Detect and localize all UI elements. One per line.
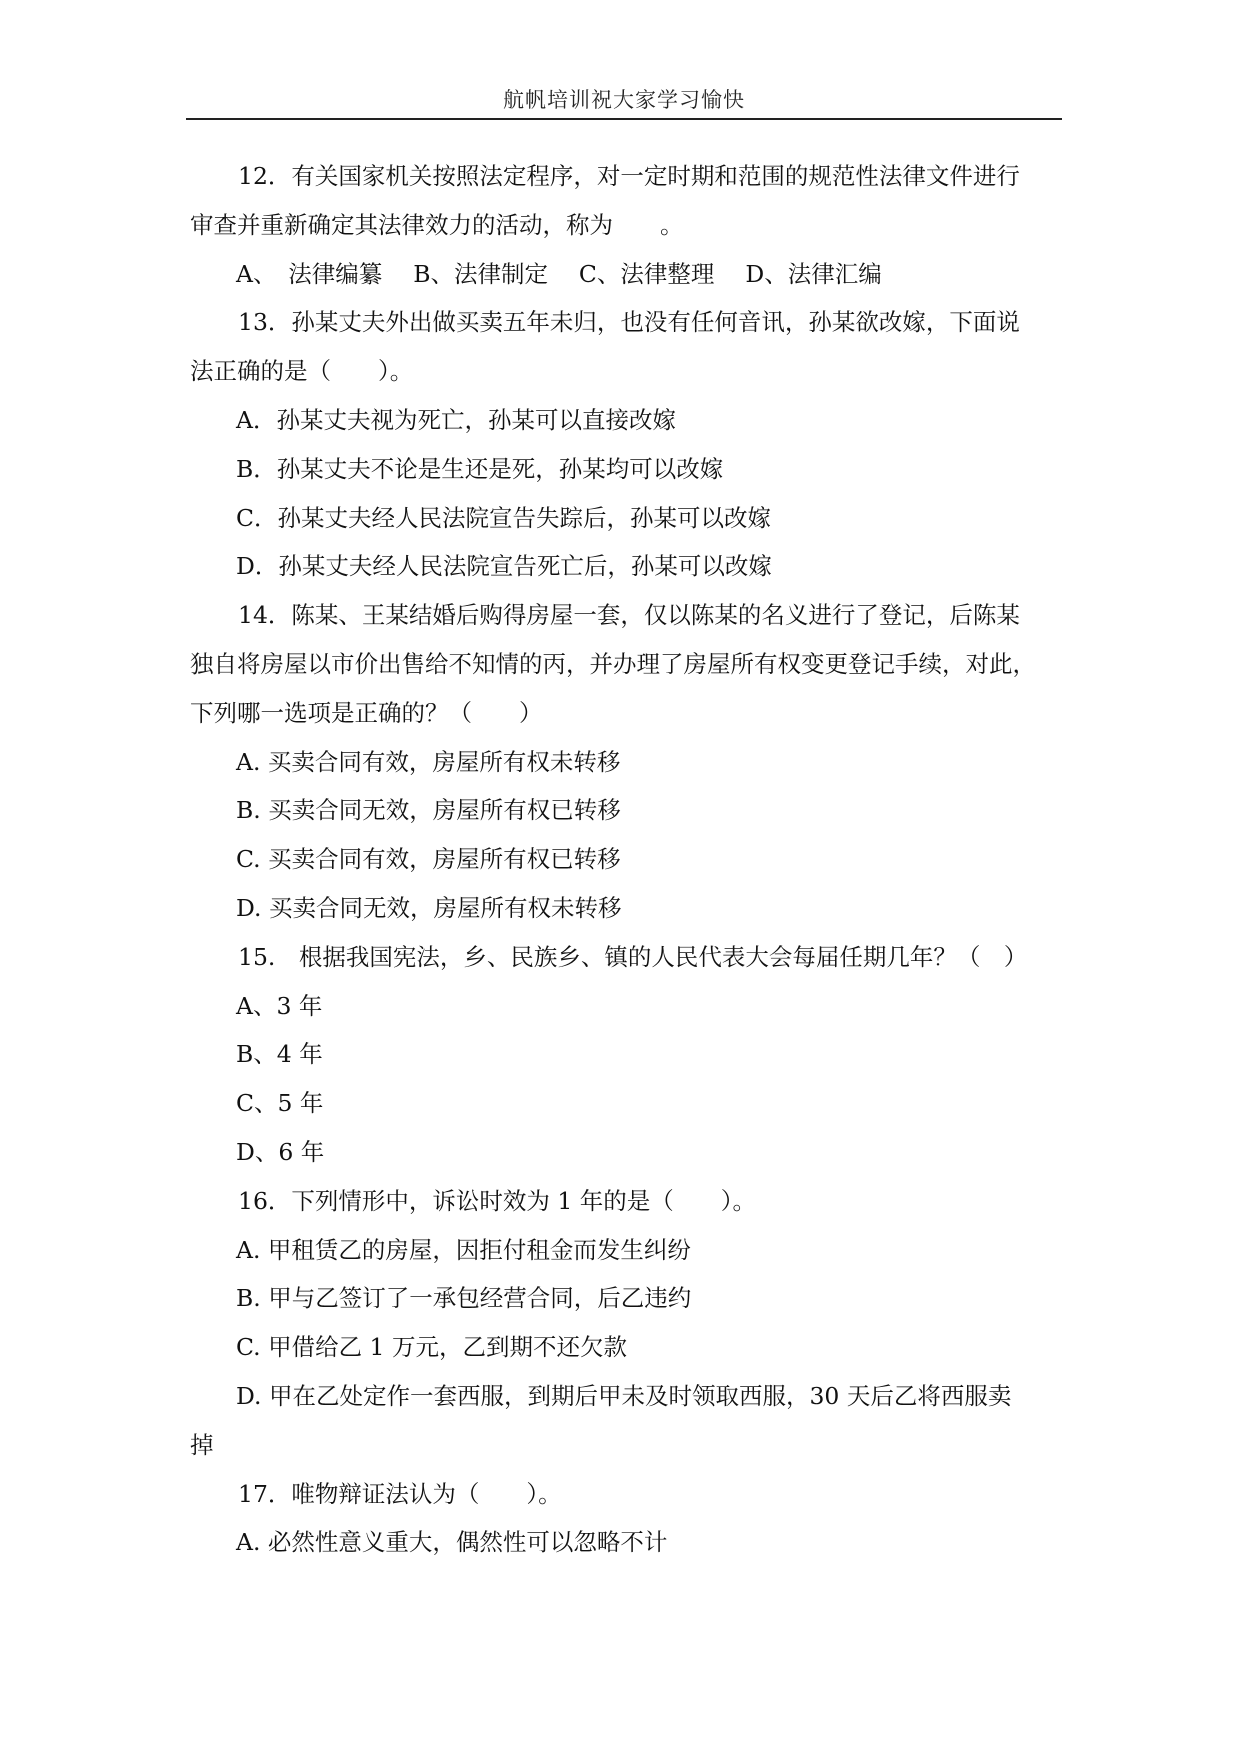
question-13-option-a: A．孙某丈夫视为死亡，孙某可以直接改嫁 bbox=[236, 405, 676, 434]
question-17-option-a: A. 必然性意义重大，偶然性可以忽略不计 bbox=[236, 1528, 668, 1557]
question-15-line-1: 15. 根据我国宪法，乡、民族乡、镇的人民代表大会每届任期几年？（ ） bbox=[238, 942, 1028, 971]
question-12-line-2: 审查并重新确定其法律效力的活动，称为 。 bbox=[190, 210, 684, 239]
question-14-option-d: D. 买卖合同无效，房屋所有权未转移 bbox=[236, 893, 622, 922]
page-header: 航帆培训祝大家学习愉快 bbox=[503, 88, 745, 112]
question-14-line-1: 14．陈某、王某结婚后购得房屋一套，仅以陈某的名义进行了登记，后陈某 bbox=[238, 601, 1020, 630]
question-13-option-b: B．孙某丈夫不论是生还是死，孙某均可以改嫁 bbox=[236, 454, 724, 483]
question-13-option-d: D．孙某丈夫经人民法院宣告死亡后，孙某可以改嫁 bbox=[236, 552, 772, 581]
question-14-option-c: C. 买卖合同有效，房屋所有权已转移 bbox=[236, 845, 621, 874]
question-14-option-b: B. 买卖合同无效，房屋所有权已转移 bbox=[236, 796, 621, 825]
question-16-option-c: C. 甲借给乙 1 万元，乙到期不还欠款 bbox=[236, 1333, 627, 1362]
question-16-option-b: B. 甲与乙签订了一承包经营合同，后乙违约 bbox=[236, 1284, 692, 1313]
question-14-line-3: 下列哪一选项是正确的？（ ） bbox=[190, 698, 543, 727]
question-12-options: A、 法律编纂 B、法律制定 C、法律整理 D、法律汇编 bbox=[236, 259, 882, 288]
question-14-line-2: 独自将房屋以市价出售给不知情的丙，并办理了房屋所有权变更登记手续，对此， bbox=[190, 649, 1036, 678]
document-body bbox=[190, 152, 1062, 1567]
question-17-line-1: 17．唯物辩证法认为（ ）。 bbox=[238, 1479, 562, 1508]
header-rule bbox=[186, 118, 1062, 120]
question-16-option-a: A. 甲租赁乙的房屋，因拒付租金而发生纠纷 bbox=[236, 1235, 691, 1264]
question-13-option-c: C．孙某丈夫经人民法院宣告失踪后，孙某可以改嫁 bbox=[236, 503, 771, 532]
question-13-line-1: 13．孙某丈夫外出做买卖五年未归，也没有任何音讯，孙某欲改嫁，下面说 bbox=[238, 308, 1020, 337]
question-13-line-2: 法正确的是（ ）。 bbox=[190, 357, 414, 386]
question-16-option-d-wrap: 掉 bbox=[190, 1430, 214, 1459]
question-15-option-a: A、3 年 bbox=[236, 991, 323, 1020]
question-12-line-1: 12．有关国家机关按照法定程序，对一定时期和范围的规范性法律文件进行 bbox=[238, 162, 1020, 190]
question-14-option-a: A. 买卖合同有效，房屋所有权未转移 bbox=[236, 747, 621, 776]
question-16-option-d: D. 甲在乙处定作一套西服，到期后甲未及时领取西服，30 天后乙将西服卖 bbox=[236, 1381, 1012, 1410]
question-15-option-d: D、6 年 bbox=[236, 1137, 325, 1166]
question-15-option-c: C、5 年 bbox=[236, 1089, 324, 1118]
question-15-option-b: B、4 年 bbox=[236, 1040, 323, 1069]
question-16-line-1: 16．下列情形中，诉讼时效为 1 年的是（ ）。 bbox=[238, 1186, 757, 1215]
